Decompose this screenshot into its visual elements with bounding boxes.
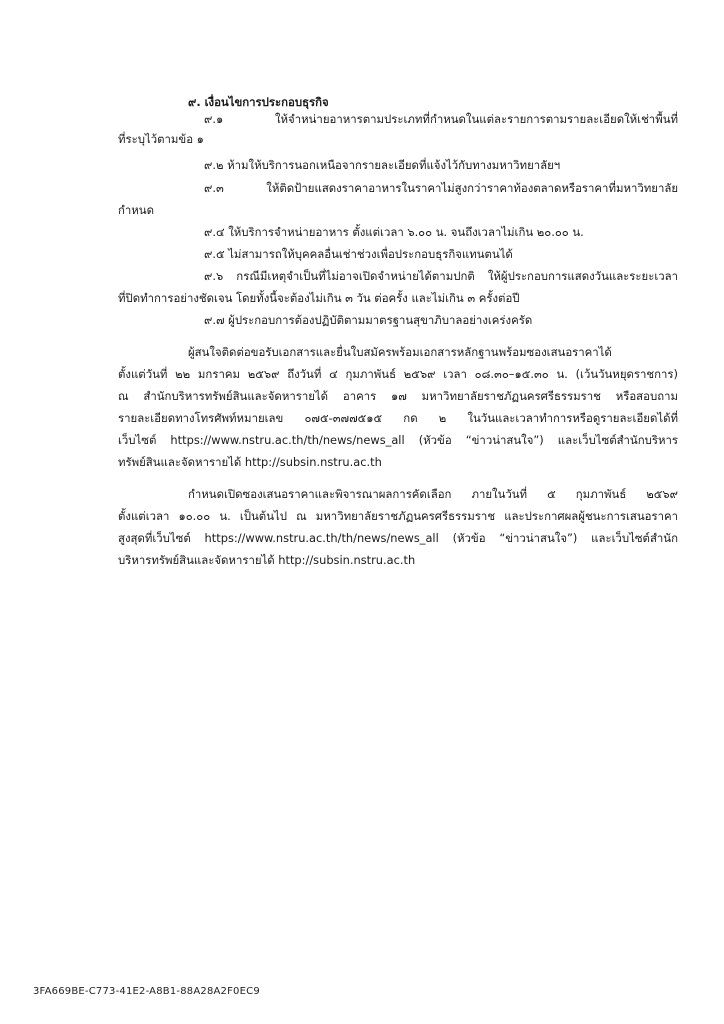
para2-line2: ตั้งแต่เวลา ๑๐.๐๐ น. เป็นต้นไป ณ มหาวิทยาลัยราชภัฏนครศรีธรรมราช และประกาศผลผู้ชนะการเสนอราคา: [118, 509, 678, 523]
para1-line6: ทรัพย์สินและจัดหารายได้ http://subsin.nstru.ac.th: [118, 455, 382, 469]
item-9-4: ๙.๔ ให้บริการจำหน่ายอาหาร ตั้งแต่เวลา ๖.๐๐ น. จนถึงเวลาไม่เกิน ๒๐.๐๐ น.: [204, 225, 584, 239]
item-9-1-line2: ที่ระบุไว้ตามข้อ ๑: [118, 132, 204, 146]
para2-line4: บริหารทรัพย์สินและจัดหารายได้ http://subsin.nstru.ac.th: [118, 553, 416, 567]
item-9-3-line2: กำหนด: [118, 203, 154, 217]
item-9-5: ๙.๕ ไม่สามารถให้บุคคลอื่นเช่าช่วงเพื่อประกอบธุรกิจแทนตนได้: [204, 247, 513, 261]
para1-line4: รายละเอียดทางโทรศัพท์หมายเลข ๐๗๕-๓๗๗๕๑๕ กด ๒ ในวันและเวลาทำการหรือดูรายละเอียดได้ที่: [118, 411, 678, 425]
section-heading: ๙. เงื่อนไขการประกอบธุรกิจ: [188, 95, 329, 109]
document-id: 3FA669BE-C773-41E2-A8B1-88A28A2F0EC9: [33, 986, 260, 997]
para2-line3: สูงสุดที่เว็บไซต์ https://www.nstru.ac.th/th/news/news_all (หัวข้อ “ข่าวน่าสนใจ”) และเว็บไซต์สำนัก: [118, 531, 678, 545]
item-9-2: ๙.๒ ห้ามให้บริการนอกเหนือจากรายละเอียดที่แจ้งไว้กับทางมหาวิทยาลัยฯ: [204, 158, 561, 172]
para1-line3: ณ สำนักบริหารทรัพย์สินและจัดหารายได้ อาคาร ๑๗ มหาวิทยาลัยราชภัฏนครศรีธรรมราช หรือสอบถาม: [118, 389, 678, 403]
item-9-1-line1: ๙.๑ ให้จำหน่ายอาหารตามประเภทที่กำหนดในแต่ละรายการตามรายละเอียดให้เช่าพื้นที่: [204, 112, 678, 126]
item-9-6-line2: ที่ปิดทำการอย่างชัดเจน โดยทั้งนี้จะต้องไม่เกิน ๓ วัน ต่อครั้ง และไม่เกิน ๓ ครั้งต่อปี: [118, 291, 520, 305]
item-9-3-line1: ๙.๓ ให้ติดป้ายแสดงราคาอาหารในราคาไม่สูงกว่าราคาท้องตลาดหรือราคาที่มหาวิทยาลัย: [204, 181, 678, 195]
item-9-6-line1: ๙.๖ กรณีมีเหตุจำเป็นที่ไม่อาจเปิดจำหน่ายได้ตามปกติ ให้ผู้ประกอบการแสดงวันและระยะเวลา: [204, 269, 678, 283]
para1-line5: เว็บไซต์ https://www.nstru.ac.th/th/news/news_all (หัวข้อ “ข่าวน่าสนใจ”) และเว็บไซต์สำนักบริหาร: [118, 433, 678, 447]
para1-line1: ผู้สนใจติดต่อขอรับเอกสารและยื่นใบสมัครพร้อมเอกสารหลักฐานพร้อมซองเสนอราคาได้: [188, 345, 612, 359]
item-9-7: ๙.๗ ผู้ประกอบการต้องปฏิบัติตามมาตรฐานสุขาภิบาลอย่างเคร่งครัด: [204, 313, 533, 327]
para2-line1: กำหนดเปิดซองเสนอราคาและพิจารณาผลการคัดเลือก ภายในวันที่ ๕ กุมภาพันธ์ ๒๕๖๙: [188, 487, 678, 501]
para1-line2: ตั้งแต่วันที่ ๒๒ มกราคม ๒๕๖๙ ถึงวันที่ ๔ กุมภาพันธ์ ๒๕๖๙ เวลา ๐๘.๓๐–๑๕.๓๐ น. (เว้นวันหยุดราชการ): [118, 367, 678, 381]
